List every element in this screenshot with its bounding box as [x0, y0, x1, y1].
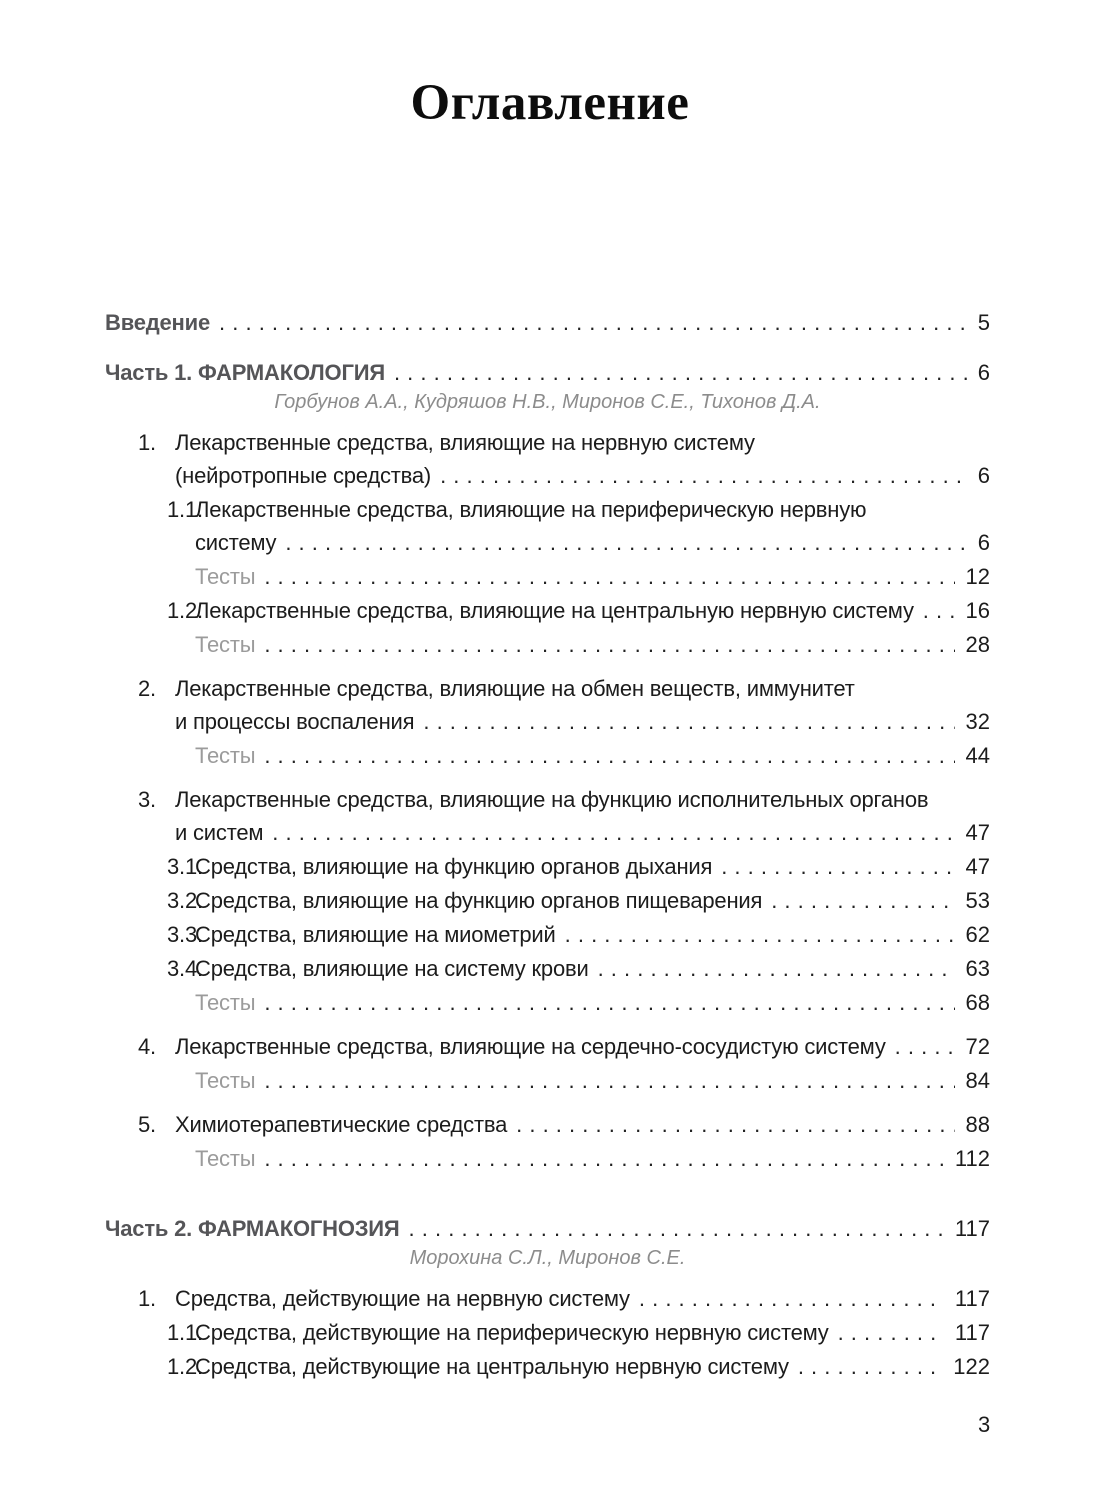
toc-entry-page-number: 44	[965, 743, 990, 768]
toc-entry-text: Средства, действующие на периферическую нервную систему	[195, 1320, 829, 1345]
toc-entry-page-number: 16	[965, 598, 990, 623]
toc-entry-number: 1.2.	[167, 1354, 203, 1379]
toc-entry-text: Средства, влияющие на функцию органов дыхания	[195, 854, 713, 879]
toc-entry-text: Химиотерапевтические средства	[175, 1112, 508, 1137]
toc-entry-tests-6	[105, 628, 990, 661]
toc-entry-4-15	[105, 1030, 990, 1063]
dot-leader	[264, 560, 954, 593]
toc-entry-page-number: 62	[965, 922, 990, 947]
dot-leader	[272, 816, 954, 849]
toc-entry-page-number: 53	[965, 888, 990, 913]
toc-entry-text: и систем	[175, 820, 264, 845]
toc-entry-page-number: 72	[965, 1034, 990, 1059]
toc-entry-1-1-21	[105, 1316, 990, 1349]
toc-entry-page-number: 117	[954, 1320, 990, 1345]
dot-leader	[264, 628, 954, 661]
toc-entry-page-number: 5	[977, 310, 990, 335]
toc-entry-3-4-13	[105, 952, 990, 985]
toc-entry-text: Лекарственные средства, влияющие на периферическую нервную	[195, 497, 867, 522]
toc-entry-5-17	[105, 1108, 990, 1141]
toc-entry-number: 1.	[138, 430, 156, 455]
toc-entry-page-number: 32	[965, 709, 990, 734]
toc-entry-tests-8	[105, 739, 990, 772]
dot-leader	[798, 1350, 942, 1383]
toc-entry-text: Средства, влияющие на миометрий	[195, 922, 556, 947]
toc-entry-page-number: 117	[954, 1286, 990, 1311]
toc-entry-tests-16	[105, 1064, 990, 1097]
toc-entry-part-19	[105, 1212, 990, 1274]
dot-leader	[895, 1030, 955, 1063]
toc-entry-page-number: 12	[965, 564, 990, 589]
toc-entry-text: Средства, влияющие на систему крови	[195, 956, 589, 981]
toc-entry-2-7	[105, 672, 990, 738]
toc-entry-page-number: 6	[977, 360, 990, 385]
toc-entry-chapter-0	[105, 306, 990, 339]
toc-entry-tests-4	[105, 560, 990, 593]
toc-entry-tests-18	[105, 1142, 990, 1175]
toc-entry-text: и процессы воспаления	[175, 709, 415, 734]
toc-entry-text: Введение	[105, 310, 211, 335]
toc-entry-number: 3.3.	[167, 922, 203, 947]
toc-entry-text: Часть 2. ФАРМАКОГНОЗИЯ	[105, 1216, 400, 1241]
toc-entry-page-number: 84	[965, 1068, 990, 1093]
page-folio-number: 3	[977, 1412, 990, 1437]
dot-leader	[285, 526, 966, 559]
dot-leader	[565, 918, 955, 951]
toc-entry-page-number: 88	[965, 1112, 990, 1137]
toc-entry-page-number: 28	[965, 632, 990, 657]
toc-entry-page-number: 47	[965, 854, 990, 879]
toc-entry-text: Тесты	[195, 632, 256, 657]
toc-entry-1-2-5	[105, 594, 990, 627]
toc-entry-3-1-10	[105, 850, 990, 883]
toc	[105, 305, 990, 1383]
toc-entry-text: Тесты	[195, 1068, 256, 1093]
dot-leader	[440, 459, 967, 492]
dot-leader	[264, 1064, 954, 1097]
dot-leader	[423, 705, 954, 738]
toc-entry-number: 3.4.	[167, 956, 203, 981]
dot-leader	[639, 1282, 944, 1315]
page-title: Оглавление	[410, 75, 690, 131]
toc-entry-page-number: 63	[965, 956, 990, 981]
toc-entry-text: Лекарственные средства, влияющие на функцию исполнительных органов	[175, 787, 929, 812]
toc-entry-text: (нейротропные средства)	[175, 463, 432, 488]
dot-leader	[838, 1316, 944, 1349]
toc-entry-page-number: 68	[965, 990, 990, 1015]
dot-leader	[264, 986, 954, 1019]
toc-entry-page-number: 47	[965, 820, 990, 845]
toc-entry-1-20	[105, 1282, 990, 1315]
toc-entry-text: Тесты	[195, 743, 256, 768]
toc-entry-page-number: 6	[977, 530, 990, 555]
toc-entry-3-2-11	[105, 884, 990, 917]
toc-entry-page-number: 117	[954, 1216, 990, 1241]
toc-entry-text: систему	[195, 530, 277, 555]
toc-entry-number: 1.	[138, 1286, 156, 1311]
dot-leader	[409, 1212, 944, 1245]
dot-leader	[394, 356, 967, 389]
toc-entry-page-number: 112	[954, 1146, 990, 1171]
toc-entry-text: Лекарственные средства, влияющие на сердечно-сосудистую систему	[175, 1034, 886, 1059]
toc-entry-text: Лекарственные средства, влияющие на нервную систему	[175, 430, 755, 455]
toc-entry-text: Лекарственные средства, влияющие на центральную нервную систему	[195, 598, 914, 623]
dot-leader	[219, 306, 967, 339]
dot-leader	[598, 952, 955, 985]
dot-leader	[264, 1142, 944, 1175]
toc-entry-page-number: 6	[977, 463, 990, 488]
toc-entry-number: 1.1.	[167, 497, 203, 522]
toc-entry-tests-14	[105, 986, 990, 1019]
toc-entry-number: 4.	[138, 1034, 156, 1059]
dot-leader	[264, 739, 954, 772]
toc-entry-part-1	[105, 356, 990, 418]
toc-entry-number: 1.1.	[167, 1320, 203, 1345]
toc-entry-text: Средства, влияющие на функцию органов пищеварения	[195, 888, 763, 913]
toc-entry-1-2-22	[105, 1350, 990, 1383]
toc-entry-text: Лекарственные средства, влияющие на обмен веществ, иммунитет	[175, 676, 855, 701]
toc-entry-1-2	[105, 426, 990, 492]
toc-entry-number: 1.2.	[167, 598, 203, 623]
toc-entry-text: Тесты	[195, 1146, 256, 1171]
toc-entry-text: Тесты	[195, 990, 256, 1015]
toc-entry-number: 3.2.	[167, 888, 203, 913]
toc-entry-1-1-3	[105, 493, 990, 559]
toc-entry-text: Средства, действующие на центральную нервную систему	[195, 1354, 789, 1379]
toc-entry-3-3-12	[105, 918, 990, 951]
toc-entry-number: 3.	[138, 787, 156, 812]
dot-leader	[721, 850, 954, 883]
toc-entry-3-9	[105, 783, 990, 849]
toc-entry-number: 5.	[138, 1112, 156, 1137]
toc-entry-text: Средства, действующие на нервную систему	[175, 1286, 630, 1311]
toc-entry-page-number: 122	[953, 1354, 990, 1379]
toc-entry-text: Тесты	[195, 564, 256, 589]
dot-leader	[923, 594, 955, 627]
dot-leader	[516, 1108, 954, 1141]
toc-entry-text: Часть 1. ФАРМАКОЛОГИЯ	[105, 360, 385, 385]
toc-entry-number: 3.1.	[167, 854, 203, 879]
toc-entry-number: 2.	[138, 676, 156, 701]
toc-part-authors: Морохина С.Л., Миронов С.Е.	[409, 1247, 686, 1269]
toc-part-authors: Горбунов А.А., Кудряшов Н.В., Миронов С.Е., Тихонов Д.А.	[274, 391, 821, 413]
dot-leader	[771, 884, 954, 917]
